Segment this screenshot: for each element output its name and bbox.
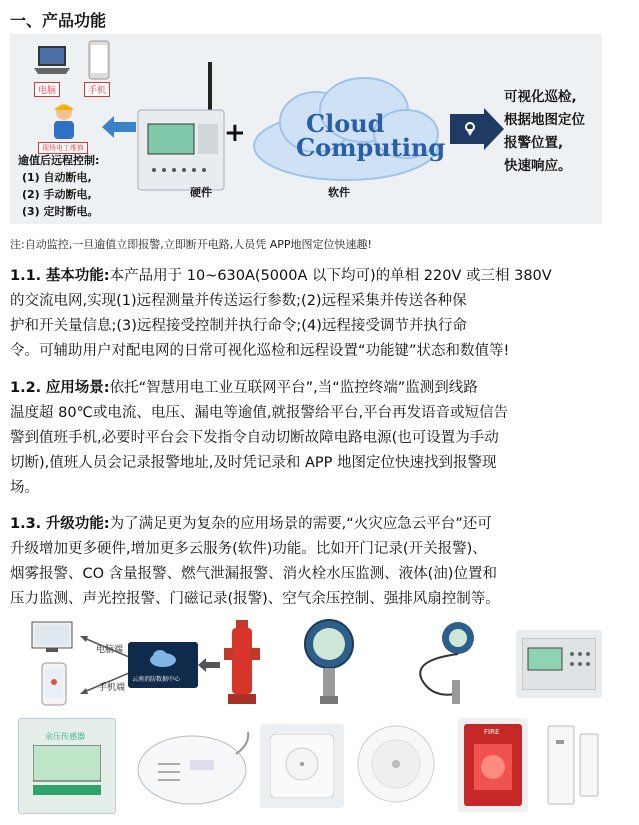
section-basic-function — [10, 264, 610, 364]
section-line: 警到值班手机,必要时平台会下发指令自动切断故障电路电源(也可设置为手动 — [10, 430, 499, 446]
hardware-label: 硬件 — [190, 186, 212, 199]
right-line: 快速响应。 — [504, 158, 572, 174]
fire-label: FIRE — [484, 728, 500, 736]
right-line: 根据地图定位 — [504, 112, 585, 128]
section-number: 1.3. — [10, 516, 42, 532]
cloud-center-panel — [128, 642, 198, 688]
fire-hydrant-icon — [222, 620, 262, 706]
pressure-device-label: 余压传感器 — [45, 732, 85, 741]
phone-label: 手机 — [84, 82, 110, 97]
section-line: 切断),值班人员会记录报警地址,及时凭记录和 APP 地图定位快速找到报警现 — [10, 455, 497, 471]
cloud-text — [296, 109, 446, 162]
section-heading: 一、产品功能 — [10, 11, 107, 30]
fire-alarm-icon — [464, 724, 522, 806]
visual-inspection-text — [504, 86, 585, 178]
section-number: 1.1. — [10, 268, 42, 284]
pressure-gauge-icon — [302, 618, 356, 706]
section-title: 升级功能: — [45, 516, 110, 532]
section-line: 为了满足更为复杂的应用场景的需要,“火灾应急云平台”还可 — [109, 516, 492, 532]
worker-icon — [48, 102, 80, 142]
remote-item: (3) 定时断电。 — [22, 205, 99, 218]
cloud-text-line1: Cloud — [306, 109, 385, 138]
right-line: 可视化巡检, — [504, 89, 577, 105]
section-line: 升级增加更多硬件,增加更多云服务(软件)功能。比如开门记录(开关报警)、 — [10, 541, 487, 557]
sound-light-alarm — [458, 718, 528, 812]
remote-item: (2) 手动断电, — [22, 188, 92, 201]
smoke-panel-device — [260, 724, 344, 808]
arrow-label-bottom: 手机端 — [98, 683, 126, 693]
cloud-text-line2: Computing — [296, 133, 446, 162]
arrow-left-icon — [102, 116, 136, 138]
section-line: 护和开关量信息;(3)远程接受控制并执行命令;(4)远程接受调节并执行命 — [10, 318, 467, 334]
hardware-device-icon — [134, 62, 234, 192]
device-row-2 — [10, 716, 610, 816]
software-label: 软件 — [328, 186, 350, 199]
section-line: 温度超 80℃或电流、电压、漏电等逾值,就报警给平台,平台再发语音或短信告 — [10, 405, 509, 421]
device-row-1 — [10, 618, 610, 708]
product-banner — [10, 34, 602, 224]
remote-title: 逾值后远程控制: — [18, 154, 100, 167]
section-line: 场。 — [10, 480, 39, 496]
monitor-icon — [30, 620, 74, 654]
arrow-left-icon — [198, 658, 220, 672]
door-sensor-icon — [544, 720, 608, 810]
module-screen-icon — [522, 638, 596, 690]
control-module-device — [516, 630, 602, 698]
section-number: 1.2. — [10, 380, 42, 396]
phone-icon — [86, 40, 112, 80]
section-line: 压力监测、声光控报警、门磁记录(报警)、空气余压控制、强排风扇控制等。 — [10, 591, 500, 607]
section-line: 烟雾报警、CO 含量报警、燃气泄漏报警、消火栓水压监测、液体(油)位置和 — [10, 566, 497, 582]
section-line: 依托“智慧用电工业互联网平台”,当“监控终端”监测到线路 — [109, 380, 478, 396]
section-line: 令。可辅助用户对配电网的日常可视化巡检和远程设置“功能键”状态和数值等! — [10, 343, 510, 359]
gas-detector-icon — [130, 724, 252, 810]
cloud-center-label: 云南消防数据中心 — [132, 676, 181, 683]
pc-label: 电脑 — [34, 82, 60, 97]
right-line: 报警位置, — [504, 135, 564, 151]
phone-app-icon — [40, 662, 68, 706]
section-line: 的交流电网,实现(1)远程测量并传送运行参数;(2)远程采集并传送各种保 — [10, 293, 467, 309]
sensor-screen-icon — [33, 745, 101, 797]
laptop-icon — [32, 44, 72, 78]
location-arrow-icon — [450, 108, 504, 150]
section-title: 基本功能: — [45, 268, 110, 284]
remote-item: (1) 自动断电, — [22, 171, 92, 184]
worker-tag: 现场电工维修 — [38, 142, 88, 154]
section-upgrade-function — [10, 512, 610, 612]
section-title: 应用场景: — [45, 380, 110, 396]
cloud-small-icon — [148, 648, 178, 668]
round-sensor-icon — [270, 734, 334, 798]
section-application-scenario — [10, 376, 610, 501]
residual-pressure-sensor — [18, 718, 116, 814]
note-text: 注:自动监控,一旦逾值立即报警,立即断开电路,人员凭 APP地图定位快速趣! — [10, 238, 372, 251]
section-line: 本产品用于 10~630A(5000A 以下均可)的单相 220V 或三相 380V — [109, 268, 552, 284]
plus-sign: + — [224, 118, 246, 148]
remote-control-block — [18, 152, 99, 220]
arrow-label-top: 电脑端 — [96, 645, 124, 655]
smoke-detector-icon — [354, 720, 438, 810]
liquid-level-sensor-icon — [402, 620, 486, 706]
